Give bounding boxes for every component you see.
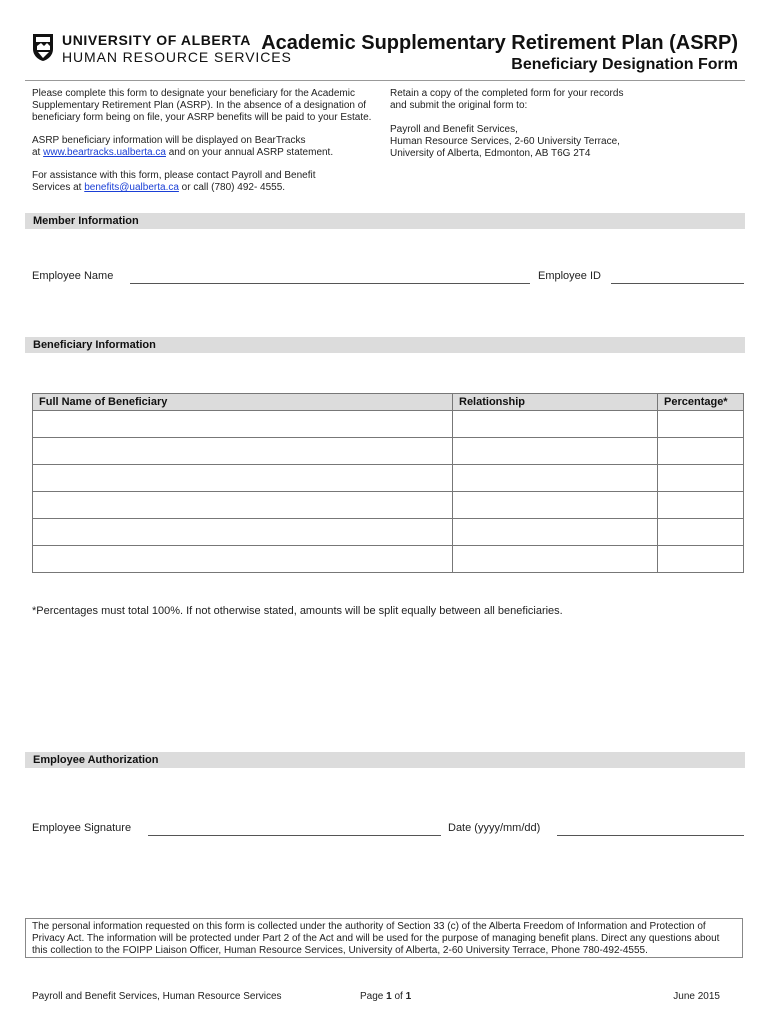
employee-signature-label: Employee Signature	[32, 822, 132, 834]
table-row	[33, 546, 744, 573]
relationship-input[interactable]	[453, 492, 657, 518]
footer-department: Payroll and Benefit Services, Human Resource Services	[32, 991, 282, 1002]
relationship-input[interactable]	[453, 438, 657, 464]
submission-line: and submit the original form to:	[390, 100, 528, 111]
beneficiary-name-input[interactable]	[33, 411, 452, 437]
beartracks-line: ASRP beneficiary information will be displayed on BearTracks	[32, 135, 306, 146]
header-divider	[25, 80, 745, 81]
date-input[interactable]	[557, 821, 744, 836]
percentage-input[interactable]	[658, 438, 743, 464]
intro-line: beneficiary form being on file, your ASRP benefits will be paid to your Estate.	[32, 112, 372, 123]
relationship-input[interactable]	[453, 465, 657, 491]
assistance-paragraph	[32, 170, 315, 194]
table-cell	[453, 438, 658, 465]
address-line: University of Alberta, Edmonton, AB T6G 2T4	[390, 148, 591, 159]
beneficiary-name-input[interactable]	[33, 519, 452, 545]
employee-name-label: Employee Name	[32, 270, 114, 282]
table-cell	[453, 546, 658, 573]
intro-line: Please complete this form to designate your beneficiary for the Academic	[32, 88, 355, 99]
footer-date: June 2015	[673, 991, 720, 1002]
privacy-notice	[25, 918, 743, 958]
university-name: UNIVERSITY OF ALBERTA	[62, 32, 251, 48]
table-cell	[33, 438, 453, 465]
table-cell	[33, 465, 453, 492]
column-header-relationship: Relationship	[453, 394, 658, 411]
mailing-address	[390, 124, 620, 160]
beneficiary-name-input[interactable]	[33, 546, 452, 572]
section-title: Member Information	[33, 215, 139, 227]
table-cell	[658, 546, 744, 573]
department-name: HUMAN RESOURCE SERVICES	[62, 49, 292, 65]
beneficiary-name-input[interactable]	[33, 465, 452, 491]
beneficiary-name-input[interactable]	[33, 492, 452, 518]
form-subtitle: Beneficiary Designation Form	[511, 56, 738, 73]
member-information-header	[25, 213, 745, 229]
privacy-line: Privacy Act. The information will be protected under Part 2 of the Act and will be used for the purpose of managing benefit plans. Direct any questions about	[32, 933, 720, 944]
table-cell	[453, 411, 658, 438]
beneficiary-name-input[interactable]	[33, 438, 452, 464]
relationship-input[interactable]	[453, 546, 657, 572]
assistance-line: For assistance with this form, please contact Payroll and Benefit	[32, 170, 316, 181]
percentage-input[interactable]	[658, 546, 743, 572]
address-line: Human Resource Services, 2-60 University Terrace,	[390, 136, 620, 147]
employee-id-label: Employee ID	[538, 270, 601, 282]
employee-name-input[interactable]	[130, 269, 530, 284]
benefits-email-link[interactable]: benefits@ualberta.ca	[84, 182, 179, 193]
assistance-line-2: Services at benefits@ualberta.ca or call (780) 492- 4555.	[32, 182, 286, 193]
table-row	[33, 411, 744, 438]
table-row	[33, 519, 744, 546]
table-cell	[33, 519, 453, 546]
table-cell	[658, 438, 744, 465]
beartracks-line-2: at www.beartracks.ualberta.ca and on your annual ASRP statement.	[32, 147, 334, 158]
submission-line: Retain a copy of the completed form for your records	[390, 88, 624, 99]
percentage-input[interactable]	[658, 519, 743, 545]
privacy-line: this collection to the FOIPP Liaison Officer, Human Resource Services, University of Alberta, 2-60 University Terrace, Phone 780-492-4555.	[32, 945, 648, 956]
relationship-input[interactable]	[453, 519, 657, 545]
table-cell	[33, 492, 453, 519]
employee-authorization-header	[25, 752, 745, 768]
percentage-input[interactable]	[658, 411, 743, 437]
percentage-note: *Percentages must total 100%. If not otherwise stated, amounts will be split equally between all beneficiaries.	[32, 605, 563, 617]
section-title: Employee Authorization	[33, 754, 159, 766]
percentage-input[interactable]	[658, 465, 743, 491]
footer-page-number: Page 1 of 1	[360, 991, 412, 1002]
table-cell	[658, 465, 744, 492]
beneficiary-information-header	[25, 337, 745, 353]
column-header-percentage: Percentage*	[658, 394, 744, 411]
table-header-row	[33, 394, 744, 411]
table-cell	[658, 411, 744, 438]
percentage-input[interactable]	[658, 492, 743, 518]
table-row	[33, 465, 744, 492]
university-crest-icon	[32, 33, 54, 62]
table-cell	[658, 492, 744, 519]
beartracks-link[interactable]: www.beartracks.ualberta.ca	[43, 147, 166, 158]
column-header-full-name: Full Name of Beneficiary	[33, 394, 453, 411]
intro-paragraph	[32, 88, 371, 124]
section-title: Beneficiary Information	[33, 339, 156, 351]
table-row	[33, 492, 744, 519]
table-cell	[453, 519, 658, 546]
beartracks-paragraph	[32, 135, 333, 159]
intro-line: Supplementary Retirement Plan (ASRP). In the absence of a designation of	[32, 100, 367, 111]
table-cell	[658, 519, 744, 546]
submission-instructions	[390, 88, 623, 112]
table-cell	[33, 411, 453, 438]
form-title: Academic Supplementary Retirement Plan (ASRP)	[261, 32, 738, 54]
employee-id-input[interactable]	[611, 269, 744, 284]
table-cell	[453, 492, 658, 519]
privacy-line: The personal information requested on this form is collected under the authority of Section 33 (c) of the Alberta Freedom of Information and Protection of	[32, 921, 706, 932]
beneficiary-table	[32, 393, 744, 573]
date-label: Date (yyyy/mm/dd)	[448, 822, 541, 834]
university-logo	[32, 32, 292, 67]
address-line: Payroll and Benefit Services,	[390, 124, 518, 135]
table-cell	[33, 546, 453, 573]
table-row	[33, 438, 744, 465]
relationship-input[interactable]	[453, 411, 657, 437]
table-cell	[453, 465, 658, 492]
employee-signature-input[interactable]	[148, 821, 441, 836]
